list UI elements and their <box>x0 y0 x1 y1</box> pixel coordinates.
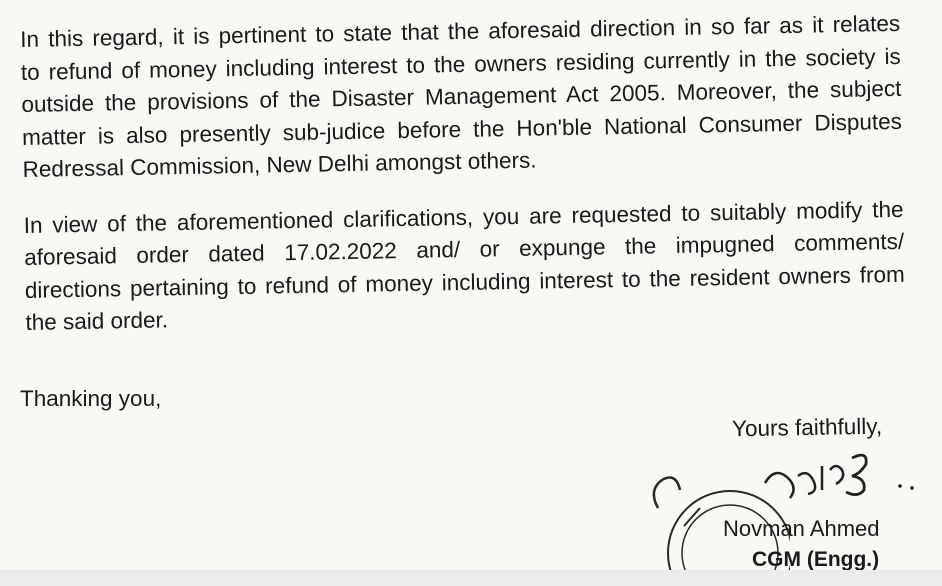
paragraph2-line: the said order. <box>25 307 169 335</box>
paragraph2-line: In view of the aforementioned clarifications, you are requested to suitably modify the <box>23 196 904 238</box>
paragraph-request <box>23 193 905 339</box>
paragraph1-line: In this regard, it is pertinent to state that the aforesaid direction in so far as it relates <box>20 10 901 52</box>
signatory-designation: CGM (Engg.) <box>752 548 880 570</box>
paragraph1-line: to refund of money including interest to the owners residing currently in the society is <box>20 43 901 85</box>
handwritten-signature <box>760 448 930 518</box>
paragraph2-line: directions pertaining to refund of money including interest to the resident owners from <box>24 261 905 303</box>
paragraph1-line: outside the provisions of the Disaster Management Act 2005. Moreover, the subject <box>21 75 902 117</box>
paragraph-refund-direction <box>20 8 903 187</box>
closing-text: Thanking you, <box>20 386 162 411</box>
page-bottom-edge <box>0 570 942 586</box>
sign-off: Yours faithfully, <box>731 413 883 442</box>
signatory-name: Novman Ahmed <box>723 516 880 541</box>
letter-body <box>20 8 906 340</box>
paragraph1-line: matter is also presently sub-judice before the Hon'ble National Consumer Disputes <box>21 108 903 150</box>
paragraph1-line: Redressal Commission, New Delhi amongst others. <box>22 147 537 182</box>
paragraph2-line: aforesaid order dated 17.02.2022 and/ or expunge the impugned comments/ <box>24 228 905 270</box>
